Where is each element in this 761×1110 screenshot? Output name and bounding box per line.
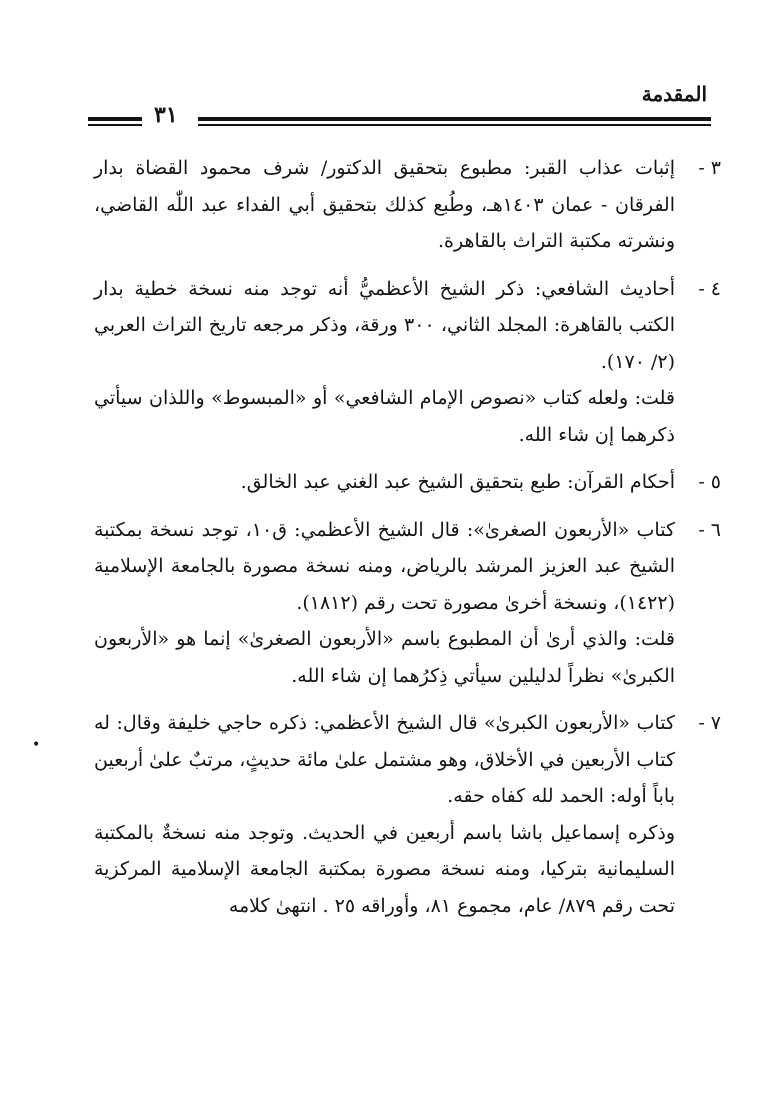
author-note: قلت: والذي أرىٰ أن المطبوع باسم «الأربعون الصغرىٰ» إنما هو «الأربعون الكبرىٰ» نظراً لدليلين سيأتي ذِكرُهما إن شاء الله. bbox=[94, 628, 675, 687]
header-rule bbox=[88, 124, 142, 126]
item-number: ٧ - bbox=[698, 712, 721, 734]
item-number: ٥ - bbox=[698, 471, 721, 493]
item-text: كتاب «الأربعون الكبرىٰ» قال الشيخ الأعظمي: ذكره حاجي خليفة وقال: له كتاب الأربعين في الأخلاق، وهو مشتمل علىٰ مائة حديثٍ، مرتبٌ علىٰ أربعين باباً أوله: الحمد لله كفاه حقه. bbox=[94, 712, 675, 807]
header-rule bbox=[198, 124, 711, 126]
list-item bbox=[94, 512, 721, 695]
item-number: ٤ - bbox=[698, 277, 721, 300]
list-item bbox=[94, 705, 721, 924]
list-item bbox=[94, 271, 721, 454]
continuation-text: وذكره إسماعيل باشا باسم أربعين في الحديث. وتوجد منه نسخةٌ بالمكتبة السليمانية بتركيا، ومنه نسخة مصورة بمكتبة الجامعة الإسلامية المركزية تحت رقم ٨٧٩/ عام، مجموع ٨١، وأوراقه ٢٥ . انتهىٰ كلامه bbox=[94, 821, 675, 917]
list-item bbox=[94, 464, 721, 501]
item-text: إثبات عذاب القبر: مطبوع بتحقيق الدكتور/ شرف محمود القضاة بدار الفرقان - عمان ١٤٠٣هـ، وطُبع كذلك بتحقيق أبي الفداء عبد اللّٰه القاضي، ونشرته مكتبة التراث بالقاهرة. bbox=[94, 157, 676, 252]
author-note: قلت: ولعله كتاب «نصوص الإمام الشافعي» أو «المبسوط» واللذان سيأتي ذكرهما إن شاء الله. bbox=[94, 387, 675, 446]
header-rule bbox=[88, 117, 142, 121]
margin-mark: • bbox=[32, 737, 41, 753]
item-text: كتاب «الأربعون الصغرىٰ»: قال الشيخ الأعظمي: ق١٠، توجد نسخة بمكتبة الشيخ عبد العزيز المرشد بالرياض، ومنه نسخة مصورة بالجامعة الإسلامية (١٤٢٢)، ونسخة أخرىٰ مصورة تحت رقم (١٨١٢). bbox=[94, 518, 675, 614]
item-text: أحاديث الشافعي: ذكر الشيخ الأعظميُّ أنه توجد منه نسخة خطية بدار الكتب بالقاهرة: المجلد الثاني، ٣٠٠ ورقة، وذكر مرجعه تاريخ التراث العربي (٢/ ١٧٠). bbox=[94, 277, 675, 373]
header-rule bbox=[198, 117, 711, 121]
running-title: المقدمة bbox=[641, 82, 707, 106]
item-number: ٦ - bbox=[698, 518, 721, 541]
item-number: ٣ - bbox=[698, 157, 721, 179]
list-item bbox=[94, 150, 721, 260]
page-body bbox=[94, 150, 721, 935]
page-header bbox=[88, 80, 711, 130]
item-text: أحكام القرآن: طبع بتحقيق الشيخ عبد الغني عبد الخالق. bbox=[240, 471, 675, 493]
page-number: ٣١ bbox=[154, 102, 178, 128]
